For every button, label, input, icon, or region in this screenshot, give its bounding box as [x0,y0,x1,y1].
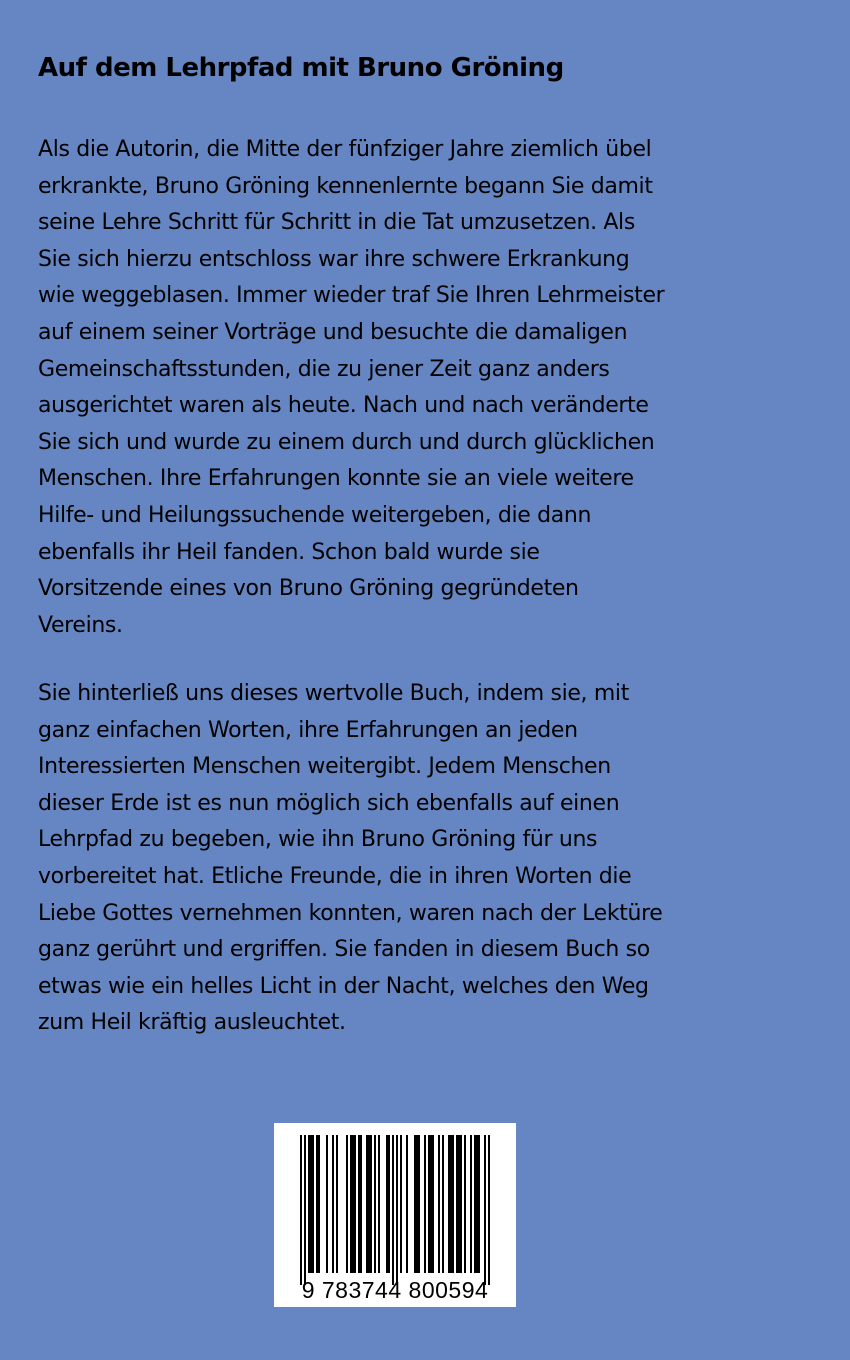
barcode-bar [474,1135,476,1273]
barcode-bar [388,1135,390,1273]
barcode-bar [392,1135,394,1285]
barcode-bar [310,1135,312,1273]
text-line: Hilfe- und Heilungssuchende weitergeben, die dann [38,502,592,528]
barcode-bar [470,1135,472,1273]
barcode-bar [366,1135,368,1273]
text-line: Gemeinschaftsstunden, die zu jener Zeit ganz anders [38,356,610,382]
barcode-bar [448,1135,450,1273]
barcode-bar [484,1135,486,1285]
text-line: Interessierten Menschen weitergibt. Jedem Menschen [38,754,611,780]
barcode-bar [452,1135,454,1273]
barcode-bar [300,1135,302,1285]
text-line: Sie sich hierzu entschloss war ihre schwere Erkrankung [38,246,630,272]
barcode-bar [336,1135,338,1273]
barcode-bar [400,1135,402,1273]
barcode-bar [450,1135,452,1273]
barcode-bar [350,1135,352,1273]
barcode-bar [458,1135,460,1273]
text-line: Liebe Gottes vernehmen konnten, waren nach der Lektüre [38,900,663,926]
barcode-bar [476,1135,478,1273]
text-line: etwas wie ein helles Licht in der Nacht, welches den Weg [38,973,649,999]
barcode-bar [308,1135,310,1273]
text-line: ganz gerührt und ergriffen. Sie fanden in diesem Buch so [38,937,650,963]
barcode-bar [464,1135,466,1273]
barcode-bar [424,1135,426,1273]
barcode-bar [304,1135,306,1285]
barcode-bar [406,1135,408,1273]
isbn-barcode [274,1123,516,1307]
blurb-paragraph-2 [38,676,758,1042]
blurb-paragraph-1 [38,132,758,644]
barcode-bar [488,1135,490,1285]
barcode-bar [332,1135,334,1273]
barcode-bar [460,1135,462,1273]
text-line: dieser Erde ist es nun möglich sich ebenfalls auf einen [38,790,620,816]
text-line: zum Heil kräftig ausleuchtet. [38,1010,346,1036]
barcode-bar [416,1135,418,1273]
text-line: Lehrpfad zu begeben, wie ihn Bruno Gröning für uns [38,827,598,853]
barcode-bar [354,1135,356,1273]
text-line: ebenfalls ihr Heil fanden. Schon bald wurde sie [38,539,540,565]
barcode-bar [442,1135,444,1273]
text-line: Sie sich und wurde zu einem durch und durch glücklichen [38,429,655,455]
text-line: seine Lehre Schritt für Schritt in die Tat umzusetzen. Als [38,210,635,236]
text-line: wie weggeblasen. Immer wieder traf Sie Ihren Lehrmeister [38,283,665,309]
barcode-bar [370,1135,372,1273]
barcode-bar [312,1135,314,1273]
text-line: Vorsitzende eines von Bruno Gröning gegründeten [38,576,579,602]
text-line: Vereins. [38,612,123,638]
barcode-bar [368,1135,370,1273]
barcode-bar [346,1135,348,1273]
text-line: auf einem seiner Vorträge und besuchte die damaligen [38,319,628,345]
barcode-bar [432,1135,434,1273]
barcode-bar [456,1135,458,1273]
text-line: Als die Autorin, die Mitte der fünfziger Jahre ziemlich übel [38,137,652,162]
barcode-bar [396,1135,398,1285]
barcode-bar [316,1135,318,1273]
barcode-bar [386,1135,388,1273]
text-line: erkrankte, Bruno Gröning kennenlernte begann Sie damit [38,173,653,199]
text-line: ganz einfachen Worten, ihre Erfahrungen an jeden [38,717,578,743]
barcode-bar [418,1135,420,1273]
text-line: Sie hinterließ uns dieses wertvolle Buch, indem sie, mit [38,681,629,706]
barcode-bar [374,1135,376,1273]
barcode-bar [352,1135,354,1273]
barcode-bar [318,1135,320,1273]
barcode-bar [478,1135,480,1273]
isbn-number: 9 783744 800594 [301,1277,489,1303]
barcode-bar [414,1135,416,1273]
barcode-bar [326,1135,328,1273]
barcode-bar [360,1135,362,1273]
barcode-bar [358,1135,360,1273]
book-title: Auf dem Lehrpfad mit Bruno Gröning [38,53,564,83]
barcode-bar [428,1135,430,1273]
barcode-bar [438,1135,440,1273]
text-line: vorbereitet hat. Etliche Freunde, die in ihren Worten die [38,863,632,889]
barcode-bar [378,1135,380,1273]
text-line: ausgerichtet waren als heute. Nach und nach veränderte [38,393,649,419]
barcode-bar [430,1135,432,1273]
text-line: Menschen. Ihre Erfahrungen konnte sie an viele weitere [38,466,634,492]
